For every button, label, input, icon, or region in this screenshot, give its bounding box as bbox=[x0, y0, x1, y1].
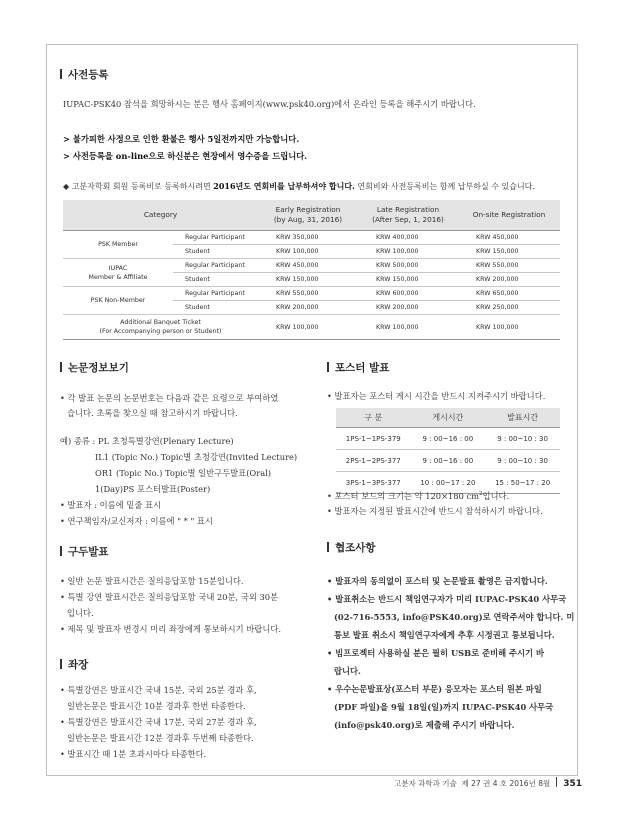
footer-divider bbox=[556, 777, 557, 787]
table-row: IUPAC Member & Affiliate Regular Participant KRW 450,000 KRW 500,000 KRW 550,000 bbox=[63, 259, 560, 273]
special-lecture-time-note-cont: 입니다. bbox=[67, 608, 94, 618]
table-row: Additional Banquet Ticket (For Accompanying person or Student) KRW 100,000 KRW 100,000 KRW 100,000 bbox=[63, 315, 560, 340]
example-line: IL1 (Topic No.) Topic별 초청강연(Invited Lecture) bbox=[95, 452, 298, 462]
page-footer: 고분자 과학과 기술 제 27 권 4 호 2016년 8월 351 bbox=[394, 779, 583, 789]
non-member-cell: PSK Non-Member bbox=[63, 287, 173, 315]
cancel-note-cont: 통보 발표 취소시 책임연구자에게 추후 시정권고 통보됩니다. bbox=[334, 630, 555, 640]
section-bar bbox=[60, 362, 62, 372]
chair-rule-cont: 일반논문은 발표시간 10분 경과후 한번 타종한다. bbox=[67, 701, 246, 711]
usb-note-cont: 랍니다. bbox=[334, 666, 361, 676]
onsite-header: On-site Registration bbox=[458, 200, 560, 231]
oral-section-title: 구두발표 bbox=[60, 544, 109, 559]
page-number: 351 bbox=[563, 779, 583, 789]
psk-member-cell: PSK Member bbox=[63, 231, 173, 259]
change-notice: • 제목 및 발표자 변경시 미리 좌장에게 통보하시기 바랍니다. bbox=[60, 624, 281, 634]
category-header: Category bbox=[63, 200, 258, 231]
special-lecture-time-note: • 특별 강연 발표시간은 질의응답포함 국내 20분, 국외 30분 bbox=[60, 592, 279, 602]
registration-intro: IUPAC-PSK40 참석을 희망하시는 분은 행사 홈페이지(www.psk40.org)에서 온라인 등록을 해주시기 바랍니다. bbox=[63, 99, 476, 109]
corresponding-author-note: • 연구책임자/교신저자 : 이름에 " * " 표시 bbox=[60, 516, 213, 526]
section-bar bbox=[60, 546, 62, 556]
table-row: 3PS-1~3PS-377 10 : 00~17 : 20 15 : 50~17 : 20 bbox=[336, 472, 560, 494]
receipt-notice: > 사전등록을 on-line으로 하신분은 현장에서 영수증을 드립니다. bbox=[63, 151, 308, 161]
early-header: Early Registration (by Aug, 31, 2016) bbox=[258, 200, 358, 231]
table-row: Student KRW 100,000 KRW 100,000 KRW 150,000 bbox=[63, 245, 560, 259]
poster-attendance-note: • 발표자는 지정된 발표시간에 반드시 참석하시기 바랍니다. bbox=[327, 506, 543, 516]
cooperation-section-title: 협조사항 bbox=[327, 540, 376, 555]
award-note: • 우수논문발표상(포스터 부문) 응모자는 포스터 원본 파일 bbox=[327, 684, 542, 694]
paper-number-bullet: • 각 발표 논문의 논문번호는 다음과 같은 요령으로 부여하였 bbox=[60, 393, 279, 403]
table-row: 2PS-1~2PS-377 9 : 00~16 : 00 9 : 00~10 : 30 bbox=[336, 450, 560, 472]
no-photo-note: • 발표자의 동의없이 포스터 및 논문발표 촬영은 금지합니다. bbox=[327, 576, 548, 586]
chair-rule-cont: 일반논문은 발표시간 12분 경과후 두번째 타종한다. bbox=[67, 733, 254, 743]
chair-rule: • 발표시간 때 1분 초과시마다 타종한다. bbox=[60, 749, 207, 759]
table-row: Student KRW 200,000 KRW 200,000 KRW 250,000 bbox=[63, 301, 560, 315]
late-header: Late Registration (After Sep, 1, 2016) bbox=[358, 200, 458, 231]
cancel-note-cont: (02-716-5553, info@PSK40.org)로 연락주셔야 합니다. 미 bbox=[334, 612, 575, 622]
paper-number-bullet-cont: 습니다. 초록을 찾으실 때 참고하시기 바랍니다. bbox=[67, 408, 238, 418]
paper-number-section-title: 논문정보보기 bbox=[60, 360, 129, 375]
poster-section-title: 포스터 발표 bbox=[327, 360, 389, 375]
registration-section-title: 사전등록 bbox=[60, 67, 109, 82]
oral-time-note: • 일반 논문 발표시간은 질의응답포함 15분입니다. bbox=[60, 576, 244, 586]
chair-section-title: 좌장 bbox=[60, 657, 88, 672]
table-row: PSK Member Regular Participant KRW 350,000 KRW 400,000 KRW 450,000 bbox=[63, 231, 560, 245]
iupac-member-cell: IUPAC Member & Affiliate bbox=[63, 259, 173, 287]
membership-fee-note: ◆ 고분자학회 회원 등록비로 등록하시려면 2016년도 연회비를 납부하셔야 합니다. 연회비와 사전등록비는 함께 납부하실 수 있습니다. bbox=[63, 181, 535, 191]
award-note-cont: (info@psk40.org)로 제출해 주시기 바랍니다. bbox=[334, 720, 515, 730]
registration-fee-table bbox=[63, 200, 560, 340]
section-bar bbox=[60, 659, 62, 669]
fee-table-header bbox=[63, 200, 560, 231]
example-line: OR1 (Topic No.) Topic별 일반구두발표(Oral) bbox=[95, 468, 272, 478]
usb-note: • 빔프로젝터 사용하실 분은 필히 USB로 준비해 주시기 바 bbox=[327, 648, 544, 658]
refund-notice: > 불가피한 사정으로 인한 환불은 행사 5일전까지만 가능합니다. bbox=[63, 134, 300, 144]
chair-rule: • 특별강연은 발표시간 국내 17분, 국외 27분 경과 후, bbox=[60, 717, 257, 727]
table-row: 1PS-1~1PS-379 9 : 00~16 : 00 9 : 00~10 : 30 bbox=[336, 428, 560, 450]
poster-table-header: 구 분 게시시간 발표시간 bbox=[336, 408, 560, 428]
section-bar bbox=[327, 542, 329, 552]
section-bar bbox=[327, 362, 329, 372]
award-note-cont: (PDF 파일)을 9월 18일(일)까지 IUPAC-PSK40 사무국 bbox=[334, 702, 554, 712]
table-row: Student KRW 150,000 KRW 150,000 KRW 200,000 bbox=[63, 273, 560, 287]
example-line: 예) 종류 : PL 초청특별강연(Plenary Lecture) bbox=[60, 436, 234, 446]
poster-size-note: • 포스터 보드의 크기는 약 120×180 $cm^2$입니다. bbox=[327, 490, 510, 501]
poster-schedule-table bbox=[336, 408, 560, 494]
example-line: 1(Day)PS 포스터발표(Poster) bbox=[95, 484, 211, 494]
presenter-note: • 발표자 : 이름에 밑줄 표시 bbox=[60, 500, 162, 510]
table-row: PSK Non-Member Regular Participant KRW 550,000 KRW 600,000 KRW 650,000 bbox=[63, 287, 560, 301]
banquet-cell: Additional Banquet Ticket (For Accompanying person or Student) bbox=[63, 315, 258, 340]
section-bar bbox=[60, 69, 62, 79]
poster-intro: • 발표자는 포스터 게시 시간을 반드시 지켜주시기 바랍니다. bbox=[327, 391, 546, 401]
chair-rule: • 특별강연은 발표시간 국내 15분, 국외 25분 경과 후, bbox=[60, 685, 257, 695]
cancel-note: • 발표취소는 반드시 책임연구자가 미리 IUPAC-PSK40 사무국 bbox=[327, 594, 567, 604]
